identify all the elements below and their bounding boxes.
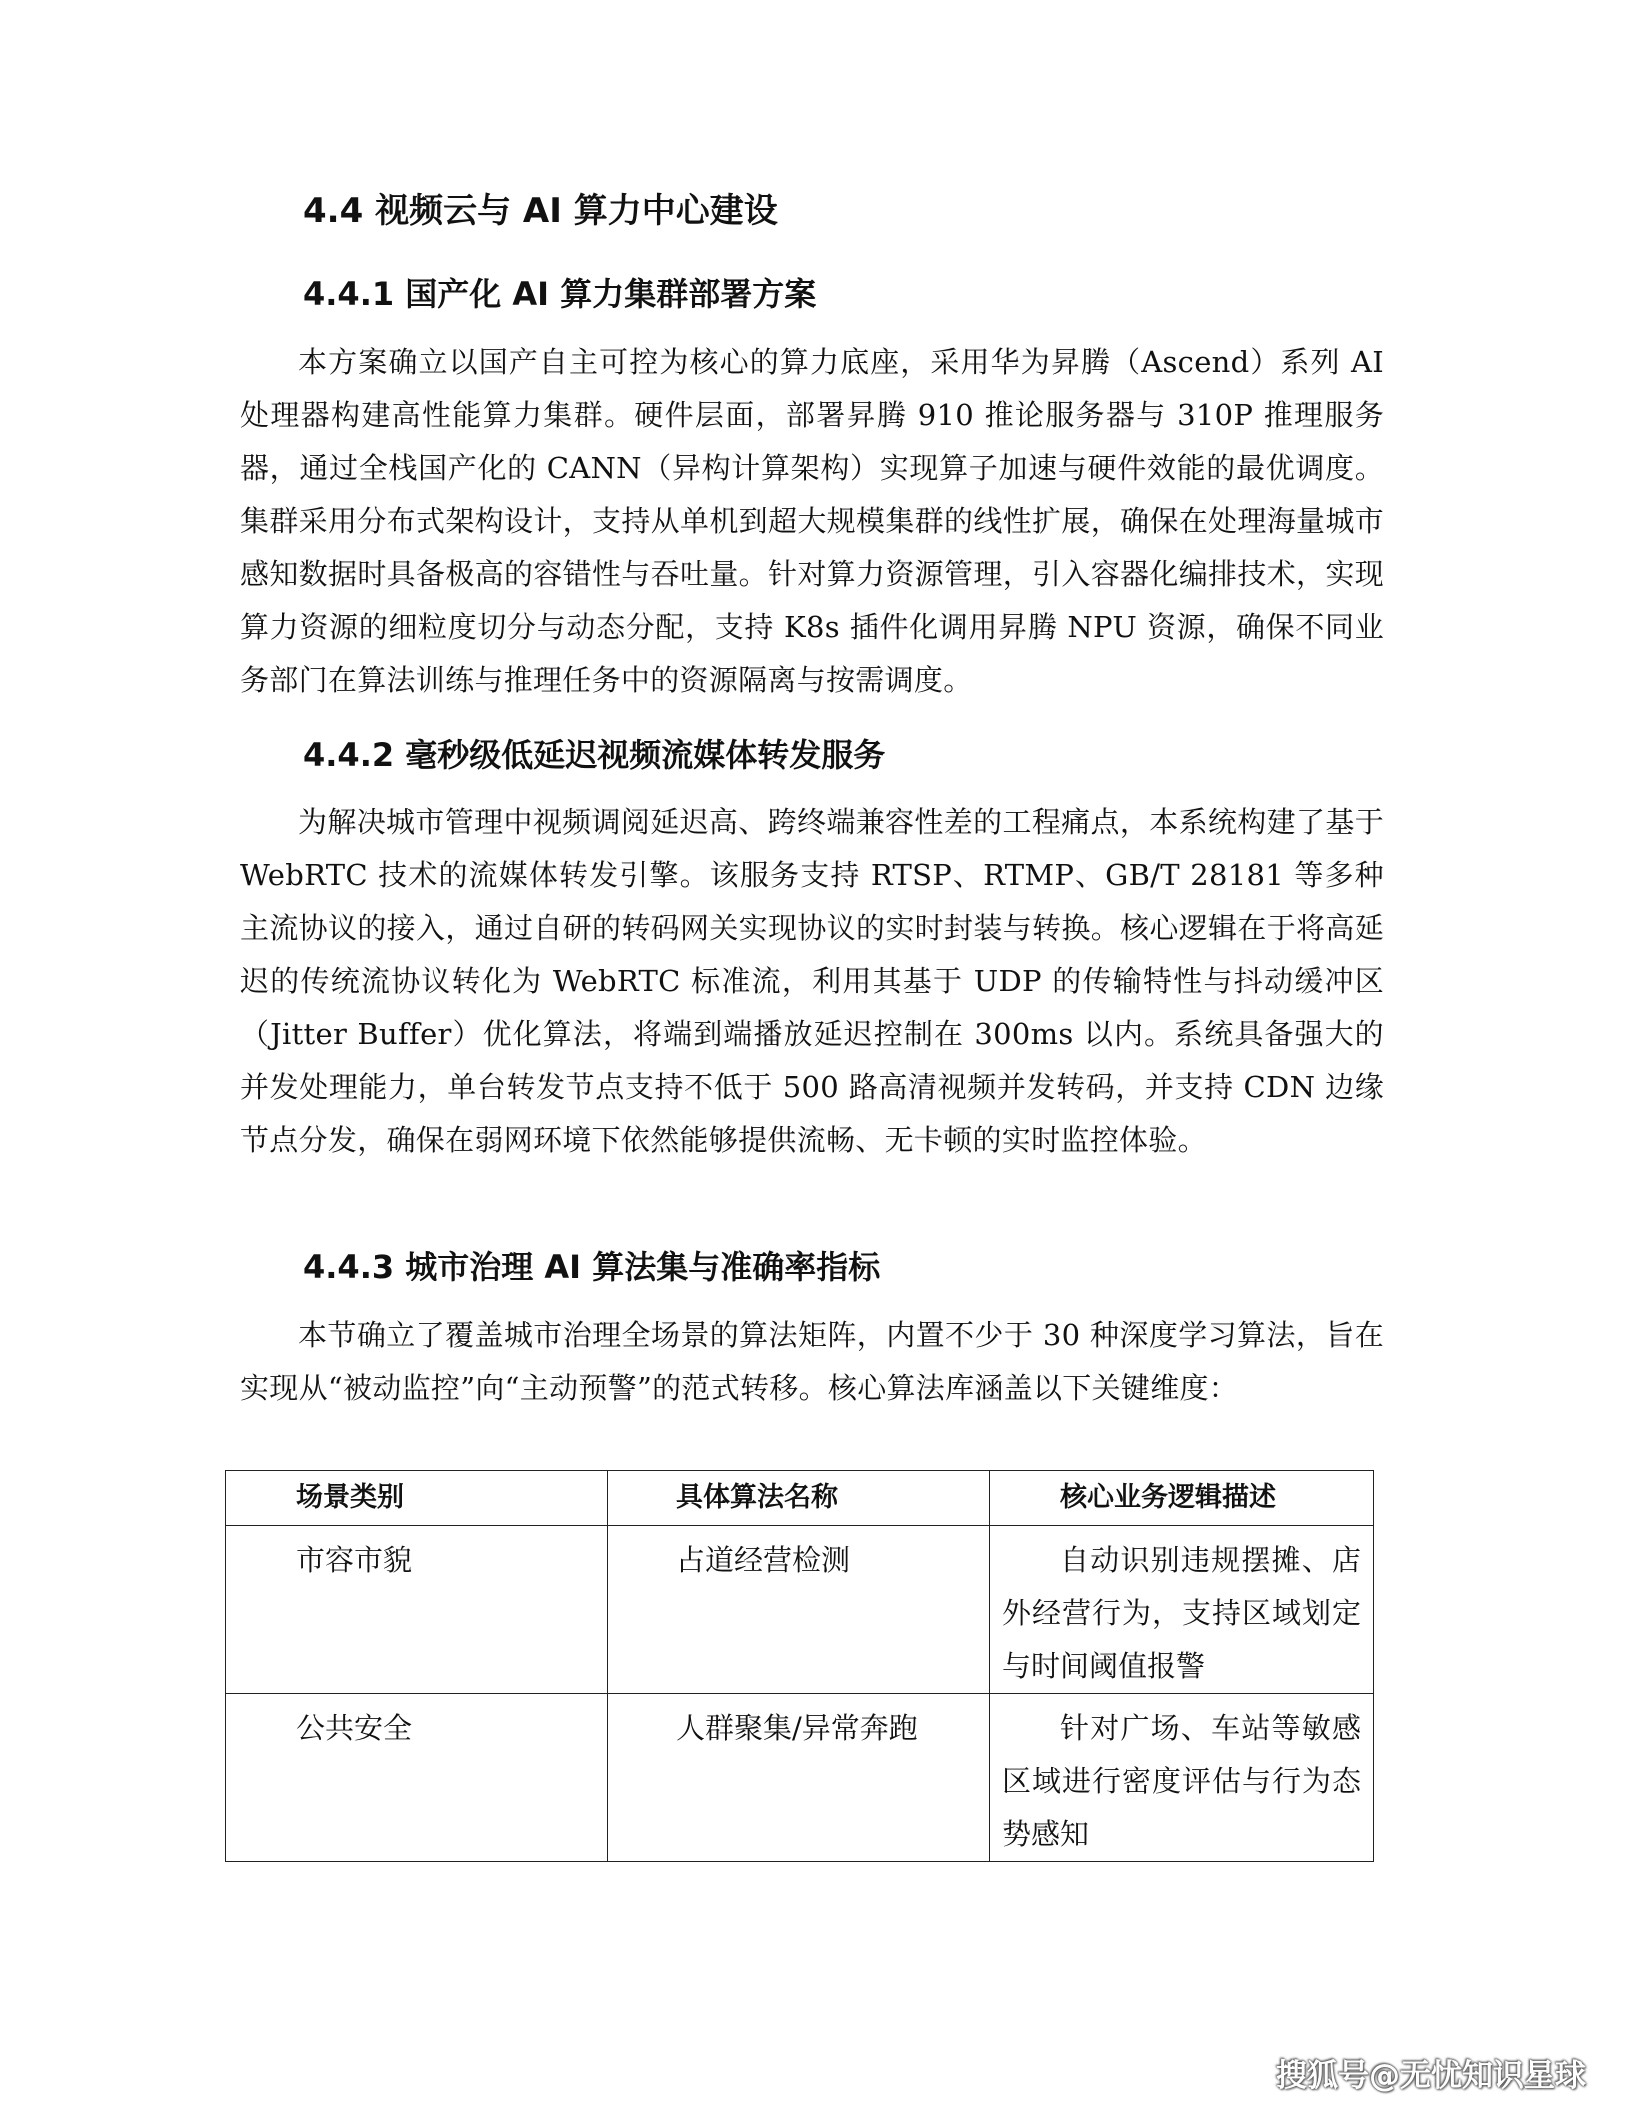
cell-description: 自动识别违规摆摊、店外经营行为，支持区域划定与时间阈值报警 [990, 1526, 1374, 1694]
cell-algorithm: 占道经营检测 [608, 1526, 990, 1694]
paragraph-4-4-3: 本节确立了覆盖城市治理全场景的算法矩阵，内置不少于 30 种深度学习算法，旨在实现从“被动监控”向“主动预警”的范式转移。核心算法库涵盖以下关键维度： [240, 1318, 1384, 1405]
cell-scene: 市容市貌 [226, 1526, 608, 1694]
section-title: 4.4 视频云与 AI 算力中心建设 [303, 191, 778, 231]
table-row [226, 1526, 1374, 1694]
header-scene-category: 场景类别 [226, 1471, 608, 1526]
cell-algorithm: 人群聚集/异常奔跑 [608, 1694, 990, 1862]
subsection-title-4-4-1: 4.4.1 国产化 AI 算力集群部署方案 [303, 275, 817, 313]
header-algorithm-name: 具体算法名称 [608, 1471, 990, 1526]
table-header-row [226, 1471, 1374, 1526]
watermark: 搜狐号@无忧知识星球 [1276, 2058, 1586, 2094]
paragraph-4-4-1: 本方案确立以国产自主可控为核心的算力底座，采用华为昇腾（Ascend）系列 AI 处理器构建高性能算力集群。硬件层面，部署昇腾 910 推论服务器与 310P 推理服务器，通过全栈国产化的 CANN（异构计算架构）实现算子加速与硬件效能的最优调度。集群采用分布式架构设计，支持从单机到超大规模集群的线性扩展，确保在处理海量城市感知数据时具备极高的容错性与吞吐量。针对算力资源管理，引入容器化编排技术，实现算力资源的细粒度切分与动态分配，支持 K8s 插件化调用昇腾 NPU 资源，确保不同业务部门在算法训练与推理任务中的资源隔离与按需调度。 [240, 345, 1384, 697]
header-business-logic: 核心业务逻辑描述 [990, 1471, 1374, 1526]
cell-description: 针对广场、车站等敏感区域进行密度评估与行为态势感知 [990, 1694, 1374, 1862]
algorithm-table [225, 1470, 1374, 1862]
subsection-title-4-4-2: 4.4.2 毫秒级低延迟视频流媒体转发服务 [303, 736, 886, 774]
table-row [226, 1694, 1374, 1862]
subsection-title-4-4-3: 4.4.3 城市治理 AI 算法集与准确率指标 [303, 1248, 881, 1286]
cell-scene: 公共安全 [226, 1694, 608, 1862]
paragraph-4-4-2: 为解决城市管理中视频调阅延迟高、跨终端兼容性差的工程痛点，本系统构建了基于 WebRTC 技术的流媒体转发引擎。该服务支持 RTSP、RTMP、GB/T 28181 等多种主流协议的接入，通过自研的转码网关实现协议的实时封装与转换。核心逻辑在于将高延迟的传统流协议转化为 WebRTC 标准流，利用其基于 UDP 的传输特性与抖动缓冲区（Jitter Buffer）优化算法，将端到端播放延迟控制在 300ms 以内。系统具备强大的并发处理能力，单台转发节点支持不低于 500 路高清视频并发转码，并支持 CDN 边缘节点分发，确保在弱网环境下依然能够提供流畅、无卡顿的实时监控体验。 [240, 805, 1384, 1157]
